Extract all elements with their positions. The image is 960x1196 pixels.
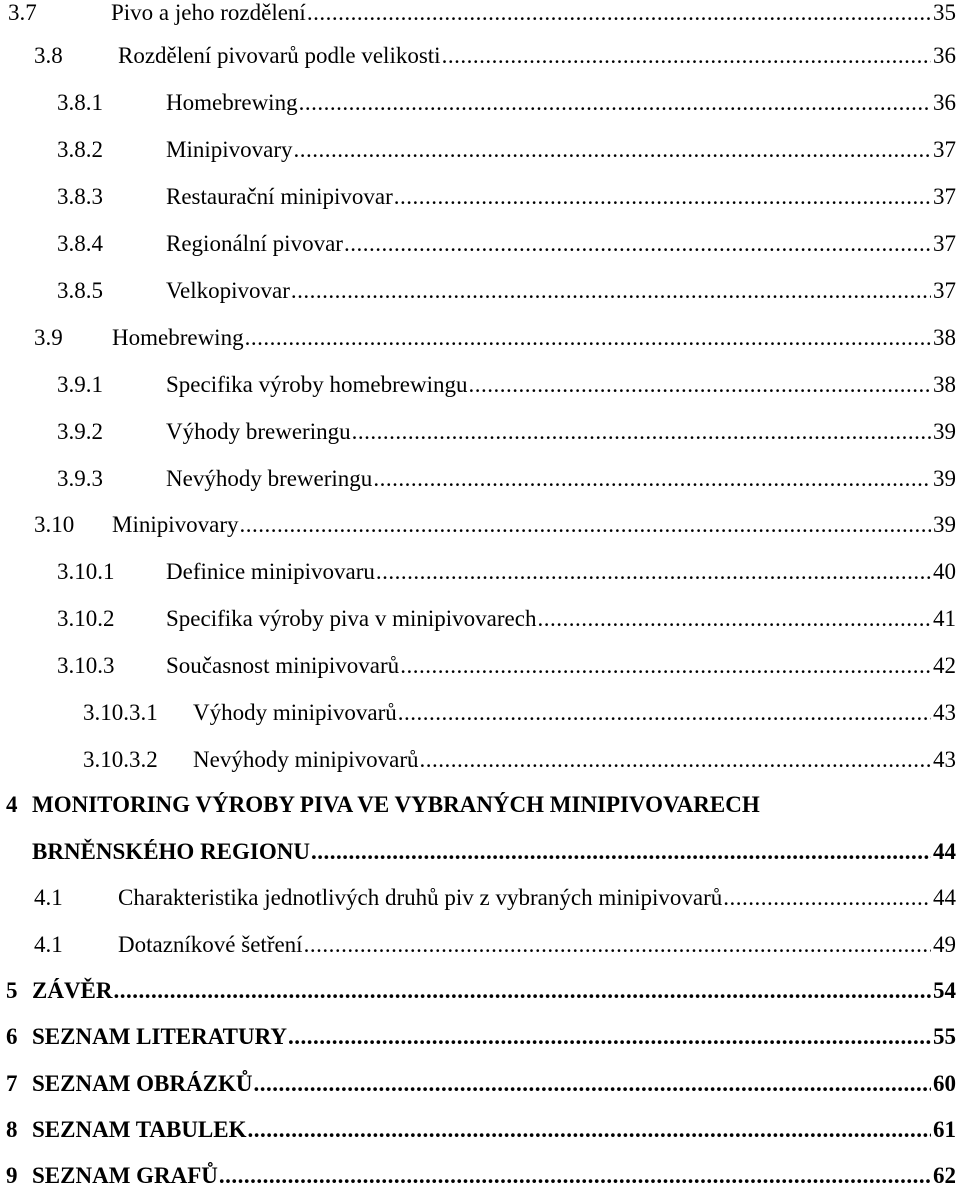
toc-dot-leader — [344, 224, 931, 264]
toc-entry-title: SEZNAM OBRÁZKŮ — [32, 1071, 253, 1096]
toc-entry[interactable] — [0, 646, 960, 686]
toc-entry[interactable] — [0, 365, 960, 405]
toc-entry-title: Charakteristika jednotlivých druhů piv z vybraných minipivovarů — [118, 885, 723, 910]
toc-dot-leader — [398, 693, 931, 733]
toc-entry-page: 44 — [933, 839, 956, 864]
toc-entry-title: Homebrewing — [112, 325, 244, 350]
toc-dot-leader — [307, 0, 931, 33]
toc-entry[interactable] — [0, 693, 960, 733]
toc-entry-number: 3.8.2 — [57, 137, 103, 162]
toc-dot-leader — [373, 459, 931, 499]
toc-entry-number: 3.10.2 — [57, 606, 115, 631]
toc-entry-title: SEZNAM LITERATURY — [32, 1024, 287, 1049]
toc-entry-title: Současnost minipivovarů — [166, 653, 400, 678]
toc-dot-leader — [420, 740, 932, 780]
toc-entry[interactable] — [0, 505, 960, 545]
toc-entry[interactable] — [0, 740, 960, 780]
toc-entry[interactable] — [0, 971, 960, 1011]
toc-entry[interactable] — [0, 1064, 960, 1104]
toc-dot-leader — [288, 1017, 931, 1057]
toc-entry[interactable] — [0, 832, 960, 872]
toc-chapter-heading-line1[interactable] — [0, 785, 960, 825]
toc-dot-leader — [291, 271, 931, 311]
toc-entry-title: ZÁVĚR — [32, 978, 113, 1003]
toc-entry[interactable] — [0, 1110, 960, 1150]
toc-dot-leader — [723, 878, 931, 918]
toc-entry-page: 39 — [933, 466, 956, 491]
toc-dot-leader — [240, 505, 932, 545]
toc-entry-page: 36 — [933, 90, 956, 115]
toc-dot-leader — [299, 83, 931, 123]
toc-entry-title: Dotazníkové šetření — [118, 932, 303, 957]
toc-entry-title: Homebrewing — [166, 90, 298, 115]
toc-entry[interactable] — [0, 177, 960, 217]
toc-entry-title: Minipivovary — [112, 512, 239, 537]
toc-entry-number: 9 — [6, 1163, 18, 1188]
toc-entry[interactable] — [0, 459, 960, 499]
toc-entry[interactable] — [0, 0, 960, 33]
toc-entry-number: 3.9 — [34, 325, 63, 350]
toc-entry-title: Regionální pivovar — [166, 231, 343, 256]
toc-entry-title: Specifika výroby piva v minipivovarech — [166, 606, 537, 631]
toc-entry-number: 4 — [6, 792, 18, 817]
toc-entry-title-continued: BRNĚNSKÉHO REGIONU — [32, 839, 310, 864]
toc-entry-page: 35 — [933, 0, 956, 25]
toc-entry-number: 6 — [6, 1024, 18, 1049]
toc-dot-leader — [400, 646, 931, 686]
toc-entry[interactable] — [0, 1017, 960, 1057]
toc-dot-leader — [219, 1156, 931, 1196]
toc-entry-page: 43 — [933, 747, 956, 772]
toc-entry[interactable] — [0, 599, 960, 639]
toc-entry-title: Velkopivovar — [166, 278, 290, 303]
toc-entry-title: SEZNAM GRAFŮ — [32, 1163, 218, 1188]
toc-dot-leader — [253, 1064, 931, 1104]
toc-entry-title: Výhody minipivovarů — [193, 700, 397, 725]
toc-entry-number: 3.10.1 — [57, 559, 115, 584]
toc-entry-number: 3.8 — [34, 43, 63, 68]
toc-entry-page: 37 — [933, 137, 956, 162]
toc-entry-page: 41 — [933, 606, 956, 631]
toc-entry-title: Nevýhody breweringu — [166, 466, 373, 491]
toc-entry-page: 61 — [933, 1117, 956, 1142]
toc-entry[interactable] — [0, 412, 960, 452]
toc-entry-page: 54 — [933, 978, 956, 1003]
toc-entry-title: Minipivovary — [166, 137, 293, 162]
toc-entry-title: Pivo a jeho rozdělení — [111, 0, 306, 25]
toc-entry-title: Nevýhody minipivovarů — [193, 747, 419, 772]
toc-entry[interactable] — [0, 878, 960, 918]
toc-dot-leader — [245, 318, 931, 358]
toc-entry-number: 4.1 — [34, 885, 63, 910]
toc-entry-page: 38 — [933, 325, 956, 350]
toc-entry[interactable] — [0, 318, 960, 358]
toc-entry-page: 37 — [933, 231, 956, 256]
toc-entry-page: 39 — [933, 419, 956, 444]
toc-entry-number: 3.10 — [34, 512, 75, 537]
toc-entry-number: 7 — [6, 1071, 18, 1096]
toc-entry-page: 62 — [933, 1163, 956, 1188]
toc-dot-leader — [442, 36, 931, 76]
toc-entry-page: 36 — [933, 43, 956, 68]
toc-entry-page: 42 — [933, 653, 956, 678]
toc-entry-page: 37 — [933, 184, 956, 209]
toc-entry-number: 3.8.1 — [57, 90, 103, 115]
toc-entry-number: 3.10.3.2 — [83, 747, 158, 772]
toc-entry-page: 39 — [933, 512, 956, 537]
toc-entry-number: 8 — [6, 1117, 18, 1142]
toc-entry[interactable] — [0, 36, 960, 76]
toc-dot-leader — [537, 599, 931, 639]
toc-entry[interactable] — [0, 925, 960, 965]
toc-entry-page: 38 — [933, 372, 956, 397]
toc-entry-page: 60 — [933, 1071, 956, 1096]
toc-entry-title: Rozdělení pivovarů podle velikosti — [118, 43, 441, 68]
toc-entry-number: 3.8.4 — [57, 231, 103, 256]
toc-entry-number: 4.1 — [34, 932, 63, 957]
toc-entry-number: 3.10.3.1 — [83, 700, 158, 725]
toc-entry-title: Restaurační minipivovar — [166, 184, 393, 209]
toc-entry-number: 3.8.5 — [57, 278, 103, 303]
toc-entry-number: 3.7 — [8, 0, 37, 25]
toc-entry[interactable] — [0, 1156, 960, 1196]
toc-entry-title: SEZNAM TABULEK — [32, 1117, 247, 1142]
toc-entry[interactable] — [0, 130, 960, 170]
toc-entry-page: 49 — [933, 932, 956, 957]
toc-entry-number: 3.9.1 — [57, 372, 103, 397]
toc-dot-leader — [376, 552, 931, 592]
toc-entry-page: 55 — [933, 1024, 956, 1049]
toc-entry-page: 40 — [933, 559, 956, 584]
toc-dot-leader — [114, 971, 931, 1011]
toc-entry[interactable] — [0, 224, 960, 264]
toc-entry-number: 3.8.3 — [57, 184, 103, 209]
toc-entry-title: Specifika výroby homebrewingu — [166, 372, 468, 397]
toc-entry-number: 3.9.3 — [57, 466, 103, 491]
toc-entry-title: MONITORING VÝROBY PIVA VE VYBRANÝCH MINIPIVOVARECH — [32, 792, 760, 817]
toc-entry-page: 37 — [933, 278, 956, 303]
toc-entry[interactable] — [0, 552, 960, 592]
toc-entry-number: 3.10.3 — [57, 653, 115, 678]
toc-entry-page: 43 — [933, 700, 956, 725]
toc-dot-leader — [304, 925, 931, 965]
toc-entry-number: 3.9.2 — [57, 419, 103, 444]
toc-entry-page: 44 — [933, 885, 956, 910]
toc-entry[interactable] — [0, 271, 960, 311]
toc-dot-leader — [352, 412, 931, 452]
toc-entry-number: 5 — [6, 978, 18, 1003]
toc-dot-leader — [468, 365, 931, 405]
toc-dot-leader — [294, 130, 932, 170]
toc-entry[interactable] — [0, 83, 960, 123]
toc-entry-title: Výhody breweringu — [166, 419, 351, 444]
toc-dot-leader — [394, 177, 931, 217]
toc-dot-leader — [311, 832, 931, 872]
toc-dot-leader — [248, 1110, 931, 1150]
toc-entry-title: Definice minipivovaru — [166, 559, 375, 584]
